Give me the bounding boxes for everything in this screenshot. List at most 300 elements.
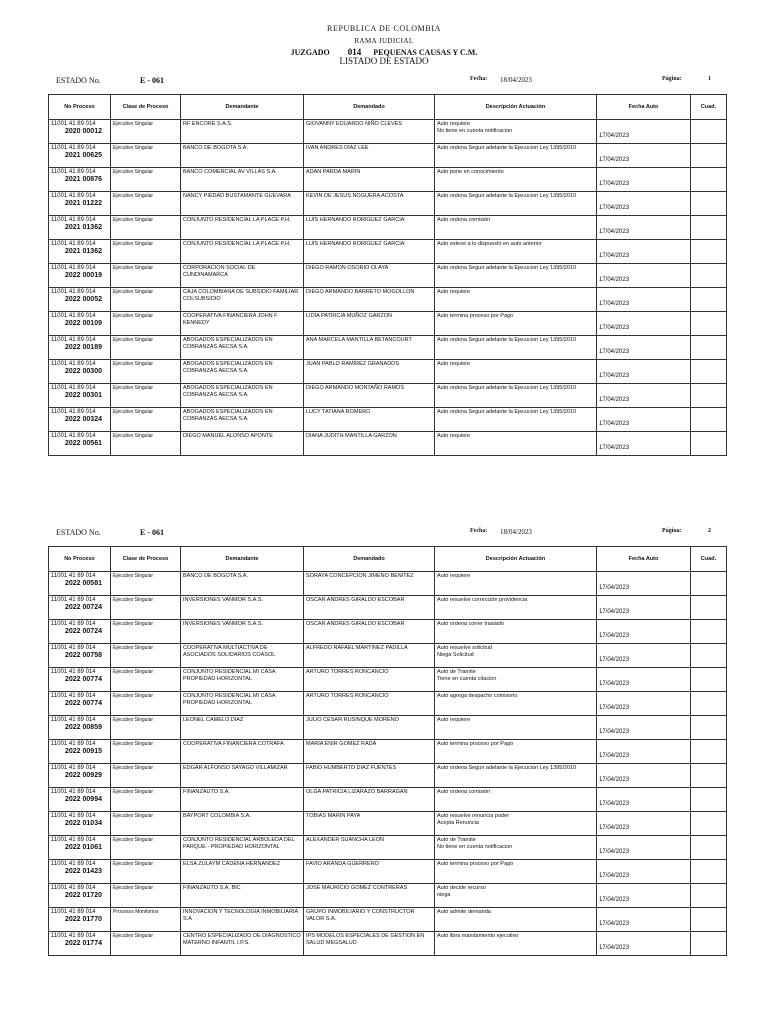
actuacion-cell: Auto admite demanda	[435, 908, 597, 932]
proceso-number: 2022 00859	[65, 724, 102, 731]
col-actuacion-header: Descripción Actuación	[435, 547, 597, 572]
proceso-prefix: 11001 41 89 014	[51, 717, 96, 723]
fecha-auto-cell: 17/04/2023	[597, 360, 691, 384]
fecha-auto-cell: 17/04/2023	[597, 860, 691, 884]
clase-cell: Ejecutivo Singular	[111, 384, 181, 408]
cuad-cell	[691, 788, 727, 812]
clase-cell: Ejecutivo Singular	[111, 288, 181, 312]
actuacion-cell: Auto resuelve renuncia poder Acepta Renuncia	[435, 812, 597, 836]
fecha-auto-cell: 17/04/2023	[597, 620, 691, 644]
demandado-cell: KEVIN DE JESUS NOGUERA ACOSTA	[304, 192, 435, 216]
proceso-prefix: 11001 41 89 014	[51, 765, 96, 771]
estado-label: ESTADO No.	[56, 528, 101, 537]
demandante-cell: LEONEL CAMELO DIAZ	[181, 716, 304, 740]
fecha-auto-cell: 17/04/2023	[597, 644, 691, 668]
actuacion-cell: Auto requiere	[435, 716, 597, 740]
cuad-cell	[691, 860, 727, 884]
proceso-prefix: 11001 41 89 014	[51, 933, 96, 939]
fecha-auto-cell: 17/04/2023	[597, 836, 691, 860]
demandado-cell: ANA MARCELA MANTILLA BETANCOURT	[304, 336, 435, 360]
proceso-number: 2022 00724	[65, 628, 102, 635]
no-proceso-cell	[49, 120, 111, 144]
actuacion-cell: Auto ordena correr traslado	[435, 620, 597, 644]
cuad-cell	[691, 120, 727, 144]
demandante-cell: CONJUNTO RESIDENCIAL LA PLACE P.H.	[181, 216, 304, 240]
demandado-cell: DIANA JUDITH MANTILLA GARZON	[304, 432, 435, 456]
table-row	[49, 192, 727, 216]
proceso-prefix: 11001 41 89 014	[51, 121, 96, 127]
proceso-prefix: 11001 41 89 014	[51, 885, 96, 891]
demandante-cell: CENTRO ESPECIALIZADO DE DIAGNOSTICO MATERNO INFANTIL I.P.S.	[181, 932, 304, 956]
fecha-value: 18/04/2023	[500, 76, 532, 84]
no-proceso-cell	[49, 836, 111, 860]
cuad-cell	[691, 692, 727, 716]
no-proceso-cell	[49, 596, 111, 620]
no-proceso-cell	[49, 240, 111, 264]
cuad-cell	[691, 312, 727, 336]
clase-cell: Ejecutivo Singular	[111, 836, 181, 860]
proceso-prefix: 11001 41 89 014	[51, 265, 96, 271]
actuacion-cell: Auto de Tramite Tiene en cuenta citacion	[435, 668, 597, 692]
proceso-prefix: 11001 41 89 014	[51, 573, 96, 579]
table-row	[49, 572, 727, 596]
cuad-cell	[691, 884, 727, 908]
table-row	[49, 144, 727, 168]
demandado-cell: ADAN PARDA MARIN	[304, 168, 435, 192]
cuad-cell	[691, 668, 727, 692]
cuad-cell	[691, 812, 727, 836]
no-proceso-cell	[49, 764, 111, 788]
table-row	[49, 216, 727, 240]
estado-table	[48, 94, 727, 456]
table-row	[49, 812, 727, 836]
clase-cell: Ejecutivo Singular	[111, 336, 181, 360]
actuacion-cell: Auto ordena Seguir adelante la Ejecucion Ley 1395/2010	[435, 764, 597, 788]
fecha-auto-cell: 17/04/2023	[597, 788, 691, 812]
demandante-cell: ABOGADOS ESPECIALIZADOS EN COBRANZAS AECSA S.A.	[181, 336, 304, 360]
cuad-cell	[691, 336, 727, 360]
cuad-cell	[691, 168, 727, 192]
actuacion-cell: Auto requiere	[435, 432, 597, 456]
cuad-cell	[691, 192, 727, 216]
demandante-cell: NANCY PIEDAD BUSTAMANTE GUEVARA	[181, 192, 304, 216]
clase-cell: Ejecutivo Singular	[111, 668, 181, 692]
clase-cell: Ejecutivo Singular	[111, 572, 181, 596]
proceso-prefix: 11001 41 89 014	[51, 621, 96, 627]
demandado-cell: JOSE MAURICIO GOMEZ CONTRERAS	[304, 884, 435, 908]
pagina-value: 2	[708, 528, 711, 534]
clase-cell: Ejecutivo Singular	[111, 168, 181, 192]
col-demandante-header: Demandante	[181, 547, 304, 572]
no-proceso-cell	[49, 644, 111, 668]
demandante-cell: ABOGADOS ESPECIALIZADOS EN COBRANZAS AECSA S.A.	[181, 360, 304, 384]
estado-line	[48, 528, 726, 542]
demandante-cell: INVERSIONES VANMOR S.A.S.	[181, 620, 304, 644]
demandante-cell: ABOGADOS ESPECIALIZADOS EN COBRANZAS AECSA S.A.	[181, 408, 304, 432]
table-row	[49, 788, 727, 812]
cuad-cell	[691, 932, 727, 956]
clase-cell: Ejecutivo Singular	[111, 240, 181, 264]
proceso-number: 2021 01362	[65, 224, 102, 231]
demandante-cell: COOPERATIVA MULTIACTIVA DE ASOCIADOS SOLIDARIOS COASOL	[181, 644, 304, 668]
estado-code: E - 061	[140, 528, 164, 537]
cuad-cell	[691, 384, 727, 408]
actuacion-cell: Auto termina proceso por Pago	[435, 740, 597, 764]
proceso-prefix: 11001 41 89 014	[51, 597, 96, 603]
cuad-cell	[691, 360, 727, 384]
no-proceso-cell	[49, 360, 111, 384]
clase-cell: Ejecutivo Singular	[111, 740, 181, 764]
fecha-auto-cell: 17/04/2023	[597, 144, 691, 168]
table-row	[49, 432, 727, 456]
proceso-number: 2022 00300	[65, 368, 102, 375]
demandante-cell: INVERSIONES VANMOR S.A.S.	[181, 596, 304, 620]
no-proceso-cell	[49, 788, 111, 812]
proceso-number: 2021 01222	[65, 200, 102, 207]
proceso-number: 2022 00561	[65, 440, 102, 447]
proceso-number: 2021 01362	[65, 248, 102, 255]
juzgado-label: JUZGADO	[290, 48, 330, 57]
demandado-cell: OLGA PATRICIA LIZARAZO BARRAGAN	[304, 788, 435, 812]
table-row	[49, 408, 727, 432]
demandado-cell: OSCAR ANDRES GIRALDO ESCOBAR	[304, 596, 435, 620]
no-proceso-cell	[49, 384, 111, 408]
fecha-auto-cell: 17/04/2023	[597, 192, 691, 216]
table-row	[49, 836, 727, 860]
proceso-number: 2022 00774	[65, 700, 102, 707]
table-row	[49, 288, 727, 312]
actuacion-cell: Auto libra mandamiento ejecutivo	[435, 932, 597, 956]
no-proceso-cell	[49, 144, 111, 168]
proceso-number: 2022 00189	[65, 344, 102, 351]
demandante-cell: COOPERATIVA FINANCIERA COTRAFA	[181, 740, 304, 764]
actuacion-cell: Auto requiere No tiene en cuenta notificacion	[435, 120, 597, 144]
fecha-auto-cell: 17/04/2023	[597, 264, 691, 288]
demandante-cell: FINANZAUTO S.A. BIC	[181, 884, 304, 908]
actuacion-cell: Auto requiere	[435, 288, 597, 312]
page-title: LISTADO DE ESTADO	[339, 56, 429, 66]
clase-cell: Ejecutivo Singular	[111, 596, 181, 620]
table-row	[49, 860, 727, 884]
clase-cell: Ejecutivo Singular	[111, 360, 181, 384]
cuad-cell	[691, 240, 727, 264]
proceso-number: 2022 01774	[65, 940, 102, 947]
cuad-cell	[691, 432, 727, 456]
proceso-number: 2022 01423	[65, 868, 102, 875]
no-proceso-cell	[49, 716, 111, 740]
fecha-label: Fecha:	[470, 76, 488, 82]
fecha-auto-cell: 17/04/2023	[597, 764, 691, 788]
clase-cell: Ejecutivo Singular	[111, 432, 181, 456]
clase-cell: Ejecutivo Singular	[111, 264, 181, 288]
fecha-auto-cell: 17/04/2023	[597, 908, 691, 932]
demandante-cell: CORPORACION SOCIAL DE CUNDINAMARCA	[181, 264, 304, 288]
table-row	[49, 692, 727, 716]
proceso-prefix: 11001 41 89 014	[51, 337, 96, 343]
clase-cell: Ejecutivo Singular	[111, 144, 181, 168]
cuad-cell	[691, 644, 727, 668]
table-row	[49, 120, 727, 144]
demandado-cell: SORAYA CONCEPCION JIMENO BENITEZ	[304, 572, 435, 596]
actuacion-cell: Auto ordena Seguir adelante la Ejecucion Ley 1395/2010	[435, 192, 597, 216]
demandado-cell: FABIO HUMBERTO DIAZ FUENTES	[304, 764, 435, 788]
header-republica: REPUBLICA DE COLOMBIA	[327, 24, 441, 33]
actuacion-cell: Auto ordena Seguir adelante la Ejecucion Ley 1395/2010	[435, 384, 597, 408]
actuacion-cell: Auto termina proceso por Pago	[435, 860, 597, 884]
fecha-auto-cell: 17/04/2023	[597, 120, 691, 144]
proceso-number: 2022 00915	[65, 748, 102, 755]
table-row	[49, 716, 727, 740]
no-proceso-cell	[49, 620, 111, 644]
table-row	[49, 644, 727, 668]
no-proceso-cell	[49, 408, 111, 432]
table-row	[49, 312, 727, 336]
demandado-cell: LIDIA PATRICIA MUÑOZ GARZON	[304, 312, 435, 336]
no-proceso-cell	[49, 336, 111, 360]
fecha-auto-cell: 17/04/2023	[597, 336, 691, 360]
proceso-number: 2022 00324	[65, 416, 102, 423]
demandante-cell: ELSA ZULAYM CADENA HERNANDEZ	[181, 860, 304, 884]
col-no-proceso-header: No Proceso	[49, 95, 111, 120]
table-row	[49, 764, 727, 788]
proceso-number: 2022 00994	[65, 796, 102, 803]
demandado-cell: DIEGO RAMON OSORIO OLAYA	[304, 264, 435, 288]
no-proceso-cell	[49, 908, 111, 932]
fecha-auto-cell: 17/04/2023	[597, 408, 691, 432]
cuad-cell	[691, 716, 727, 740]
cuad-cell	[691, 596, 727, 620]
proceso-number: 2022 00929	[65, 772, 102, 779]
demandado-cell: ARTURO TORRES RONCANCIO	[304, 692, 435, 716]
proceso-prefix: 11001 41 89 014	[51, 909, 96, 915]
proceso-prefix: 11001 41 89 014	[51, 385, 96, 391]
fecha-label: Fecha:	[470, 528, 488, 534]
clase-cell: Ejecutivo Singular	[111, 312, 181, 336]
proceso-prefix: 11001 41 89 014	[51, 217, 96, 223]
demandado-cell: IVAN ANDRES DIAZ LEE	[304, 144, 435, 168]
no-proceso-cell	[49, 192, 111, 216]
pagina-label: Página:	[662, 76, 682, 82]
no-proceso-cell	[49, 860, 111, 884]
demandado-cell: OSCAR ANDRES GIRALDO ESCOBAR	[304, 620, 435, 644]
table-row	[49, 360, 727, 384]
proceso-prefix: 11001 41 89 014	[51, 409, 96, 415]
cuad-cell	[691, 264, 727, 288]
actuacion-cell: Auto resuelve corrección providencia	[435, 596, 597, 620]
col-clase-header: Clase de Proceso	[111, 547, 181, 572]
fecha-auto-cell: 17/04/2023	[597, 932, 691, 956]
juzgado-name: PEQUENAS CAUSAS Y C.M.	[373, 48, 478, 57]
demandante-cell: CONJUNTO RESIDENCIAL MI CASA PROPIEDAD HORIZONTAL	[181, 692, 304, 716]
proceso-prefix: 11001 41 89 014	[51, 861, 96, 867]
table-row	[49, 668, 727, 692]
demandado-cell: LUCY TATIANA ROMERO	[304, 408, 435, 432]
proceso-prefix: 11001 41 89 014	[51, 313, 96, 319]
clase-cell: Ejecutivo Singular	[111, 192, 181, 216]
demandado-cell: JULIO CESAR RUSINQUE MORENO	[304, 716, 435, 740]
proceso-number: 2022 01034	[65, 820, 102, 827]
fecha-auto-cell: 17/04/2023	[597, 384, 691, 408]
proceso-number: 2021 00876	[65, 176, 102, 183]
actuacion-cell: Auto estese a lo dispuesto en auto anterior	[435, 240, 597, 264]
demandado-cell: MARIA ENIR GOMEZ RADA	[304, 740, 435, 764]
demandado-cell: ARTURO TORRES RONCANCIO	[304, 668, 435, 692]
demandado-cell: ALEXANDER SUANCHA LEON	[304, 836, 435, 860]
no-proceso-cell	[49, 884, 111, 908]
table-row	[49, 384, 727, 408]
demandante-cell: COOPERATIVA FINANCIERA JOHN F KENNEDY	[181, 312, 304, 336]
clase-cell: Ejecutivo Singular	[111, 408, 181, 432]
cuad-cell	[691, 408, 727, 432]
demandante-cell: BANCO DE BOGOTA S.A.	[181, 144, 304, 168]
actuacion-cell: Auto requiere	[435, 360, 597, 384]
clase-cell: Ejecutivo Singular	[111, 860, 181, 884]
table-row	[49, 264, 727, 288]
proceso-number: 2022 00052	[65, 296, 102, 303]
fecha-auto-cell: 17/04/2023	[597, 432, 691, 456]
fecha-auto-cell: 17/04/2023	[597, 740, 691, 764]
no-proceso-cell	[49, 692, 111, 716]
col-cuad-header: Cuad.	[691, 95, 727, 120]
col-no-proceso-header: No Proceso	[49, 547, 111, 572]
proceso-number: 2022 00774	[65, 676, 102, 683]
clase-cell: Ejecutivo Singular	[111, 692, 181, 716]
proceso-number: 2022 01720	[65, 892, 102, 899]
fecha-auto-cell: 17/04/2023	[597, 216, 691, 240]
proceso-prefix: 11001 41 89 014	[51, 789, 96, 795]
demandante-cell: EDGAR ALFONSO SAYAGO VILLAMIZAR	[181, 764, 304, 788]
proceso-prefix: 11001 41 89 014	[51, 433, 96, 439]
col-fecha-auto-header: Fecha Auto	[597, 547, 691, 572]
demandado-cell: GIOVANNY EDUARDO NIÑO CLEVES	[304, 120, 435, 144]
clase-cell: Ejecutivo Singular	[111, 644, 181, 668]
proceso-prefix: 11001 41 89 014	[51, 669, 96, 675]
demandado-cell: DIEGO ARMANDO BARRETO MOGOLLON	[304, 288, 435, 312]
cuad-cell	[691, 572, 727, 596]
demandante-cell: CONJUNTO RESIDENCIAL ARBOLEDA DEL PARQUE - PROPIEDAD HORIZONTAL	[181, 836, 304, 860]
fecha-value: 18/04/2023	[500, 528, 532, 536]
proceso-prefix: 11001 41 89 014	[51, 837, 96, 843]
cuad-cell	[691, 740, 727, 764]
proceso-prefix: 11001 41 89 014	[51, 645, 96, 651]
proceso-prefix: 11001 41 89 014	[51, 289, 96, 295]
proceso-number: 2022 00109	[65, 320, 102, 327]
fecha-auto-cell: 17/04/2023	[597, 668, 691, 692]
proceso-prefix: 11001 41 89 014	[51, 813, 96, 819]
estado-line	[48, 76, 726, 90]
fecha-auto-cell: 17/04/2023	[597, 312, 691, 336]
clase-cell: Procesos Monitorios	[111, 908, 181, 932]
actuacion-cell: Auto ordena Seguir adelante la Ejecucion Ley 1395/2010	[435, 408, 597, 432]
proceso-prefix: 11001 41 89 014	[51, 361, 96, 367]
no-proceso-cell	[49, 572, 111, 596]
demandado-cell: DIEGO ARMANDO MONTAÑO RAMOS	[304, 384, 435, 408]
actuacion-cell: Auto termina proceso por Pago	[435, 312, 597, 336]
col-demandado-header: Demandado	[304, 95, 435, 120]
col-fecha-auto-header: Fecha Auto	[597, 95, 691, 120]
estado-table	[48, 546, 727, 956]
table-row	[49, 336, 727, 360]
proceso-prefix: 11001 41 89 014	[51, 145, 96, 151]
estado-code: E - 061	[140, 76, 164, 85]
actuacion-cell: Auto agrega despacho comisorio	[435, 692, 597, 716]
actuacion-cell: Auto decide recurso niega	[435, 884, 597, 908]
cuad-cell	[691, 288, 727, 312]
cuad-cell	[691, 144, 727, 168]
fecha-auto-cell: 17/04/2023	[597, 716, 691, 740]
demandado-cell: TOBIAS MARIN PAYA	[304, 812, 435, 836]
no-proceso-cell	[49, 812, 111, 836]
table-row	[49, 168, 727, 192]
demandante-cell: DIEGO MANUEL ALONSO APONTE	[181, 432, 304, 456]
clase-cell: Ejecutivo Singular	[111, 216, 181, 240]
demandante-cell: CONJUNTO RESIDENCIAL MI CASA PROPIEDAD HORIZONTAL	[181, 668, 304, 692]
no-proceso-cell	[49, 740, 111, 764]
cuad-cell	[691, 908, 727, 932]
clase-cell: Ejecutivo Singular	[111, 120, 181, 144]
demandado-cell: LUIS HERNANDO RORIGUEZ GARCIA	[304, 216, 435, 240]
clase-cell: Ejecutivo Singular	[111, 788, 181, 812]
actuacion-cell: Auto ordena comisión	[435, 216, 597, 240]
actuacion-cell: Auto ordena Seguir adelante la Ejecucion Ley 1395/2010	[435, 264, 597, 288]
fecha-auto-cell: 17/04/2023	[597, 572, 691, 596]
proceso-number: 2020 00012	[65, 128, 102, 135]
no-proceso-cell	[49, 168, 111, 192]
actuacion-cell: Auto resuelve solicitud Niega Solicitud	[435, 644, 597, 668]
proceso-number: 2022 00758	[65, 652, 102, 659]
demandante-cell: INNOVACION Y TECNOLOGIA INMOBILIARIA S.A	[181, 908, 304, 932]
clase-cell: Ejecutivo Singular	[111, 764, 181, 788]
proceso-prefix: 11001 41 89 014	[51, 193, 96, 199]
table-row	[49, 620, 727, 644]
no-proceso-cell	[49, 216, 111, 240]
juzgado-number: 014	[347, 47, 362, 57]
proceso-number: 2022 01061	[65, 844, 102, 851]
fecha-auto-cell: 17/04/2023	[597, 692, 691, 716]
actuacion-cell: Auto ordena comisión	[435, 788, 597, 812]
actuacion-cell: Auto pone en conocimiento	[435, 168, 597, 192]
demandante-cell: CAJA COLOMBIANA DE SUBSIDIO FAMILIAR COLSUBSIDIO	[181, 288, 304, 312]
no-proceso-cell	[49, 312, 111, 336]
demandante-cell: CONJUNTO RESIDENCIAL LA PLACE P.H.	[181, 240, 304, 264]
fecha-auto-cell: 17/04/2023	[597, 596, 691, 620]
proceso-prefix: 11001 41 89 014	[51, 693, 96, 699]
proceso-prefix: 11001 41 89 014	[51, 169, 96, 175]
estado-label: ESTADO No.	[56, 76, 101, 85]
actuacion-cell: Auto ordena Seguir adelante la Ejecucion Ley 1395/2010	[435, 336, 597, 360]
proceso-number: 2022 00724	[65, 604, 102, 611]
clase-cell: Ejecutivo Singular	[111, 884, 181, 908]
col-cuad-header: Cuad.	[691, 547, 727, 572]
demandante-cell: BAYPORT COLOMBIA S.A.	[181, 812, 304, 836]
demandado-cell: LUIS HERNANDO RORIGUEZ GARCIA	[304, 240, 435, 264]
col-demandado-header: Demandado	[304, 547, 435, 572]
fecha-auto-cell: 17/04/2023	[597, 812, 691, 836]
actuacion-cell: Auto de Tramite No tiene en cuenta notificacion	[435, 836, 597, 860]
demandado-cell: IPS MODELOS ESPECIALES DE GESTION EN SALUD MEGSALUD	[304, 932, 435, 956]
demandante-cell: BANCO COMERCIAL AV VILLAS S.A.	[181, 168, 304, 192]
col-actuacion-header: Descripción Actuación	[435, 95, 597, 120]
demandado-cell: JUAN PABLO RAMIREZ GRANADOS	[304, 360, 435, 384]
demandado-cell: GRUPO INMOBILIARIO Y CONSTRUCTOR VALOR S.A.	[304, 908, 435, 932]
actuacion-cell: Auto ordena Seguir adelante la Ejecucion Ley 1395/2010	[435, 144, 597, 168]
fecha-auto-cell: 17/04/2023	[597, 884, 691, 908]
demandado-cell: FAVIO ARANDA GUERRERO	[304, 860, 435, 884]
demandado-cell: ALFREDO RAFAEL MARTINEZ PADILLA	[304, 644, 435, 668]
demandante-cell: RF ENCORE S.A.S.	[181, 120, 304, 144]
proceso-number: 2022 00019	[65, 272, 102, 279]
no-proceso-cell	[49, 932, 111, 956]
